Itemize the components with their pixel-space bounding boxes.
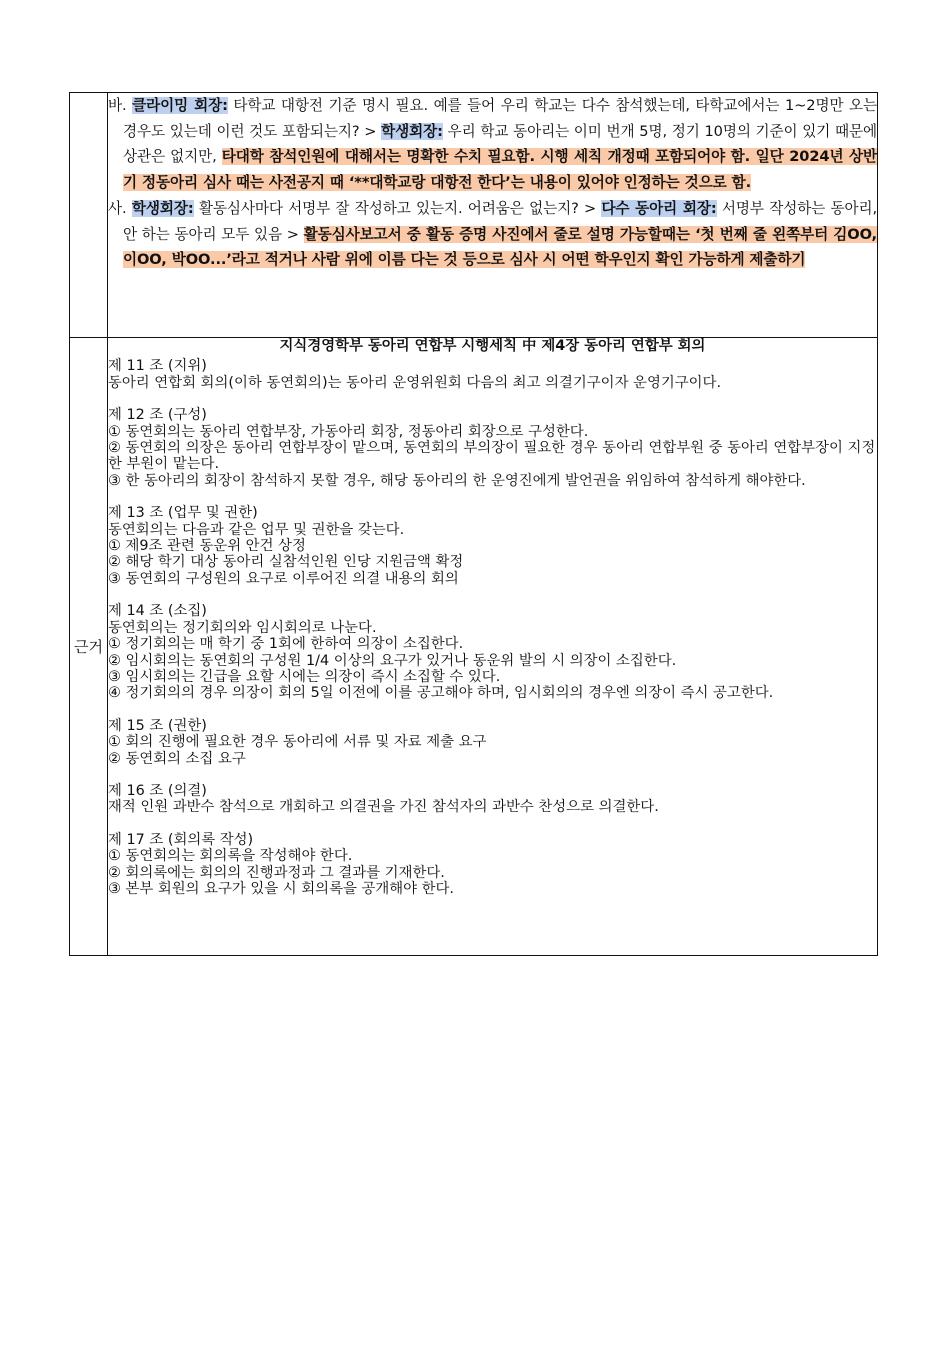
decision-highlight: 타대학 참석인원에 대해서는 명확한 수치 필요함. 시행 세칙 개정때 포함되어야 함. 일단 2024년 상반기 정동아리 심사 때는 사전공지 때 ‘**대학교랑 대항전 한다’는 내용이 있어야 인정하는 것으로 함. <box>123 148 877 192</box>
article-15 <box>108 718 877 767</box>
article-line: ③ 본부 회원의 요구가 있을 시 회의록을 공개해야 한다. <box>108 880 455 897</box>
speaker-label: 클라이밍 회장: <box>132 97 228 114</box>
article-line: ③ 동연회의 구성원의 요구로 이루어진 의결 내용의 회의 <box>108 570 459 587</box>
article-line: ① 동연회의는 동아리 연합부장, 가동아리 회장, 정동아리 회장으로 구성한다. <box>108 423 589 440</box>
article-line: ① 제9조 관련 동운위 안건 상정 <box>108 538 306 555</box>
item-marker: 바. <box>108 97 127 114</box>
article-line: ① 회의 진행에 필요한 경우 동아리에 서류 및 자료 제출 요구 <box>108 734 487 751</box>
article-line: ② 회의록에는 회의의 진행과정과 그 결과를 기재한다. <box>108 864 445 881</box>
question-text: 타학교 대항전 기준 명시 필요. 예를 들어 우리 학교는 다수 참석했는데, 타학교에서는 1~2명만 오는 경우도 있는데 이런 것도 포함되는지? > <box>123 97 877 140</box>
question-text: 활동심사마다 서명부 잘 작성하고 있는지. 어려움은 없는지? > <box>193 199 602 217</box>
discussion-row <box>70 93 878 338</box>
article-line: ② 해당 학기 대상 동아리 실참석인원 인당 지원금액 확정 <box>108 554 464 571</box>
speaker-label: 학생회장: <box>381 122 443 140</box>
article-line: 동연회의는 다음과 같은 업무 및 권한을 갖는다. <box>108 521 405 538</box>
basis-row <box>70 338 878 956</box>
rules-cell <box>108 338 878 956</box>
basis-label: 근거 <box>70 338 108 956</box>
item-marker: 사. <box>108 199 127 217</box>
article-14 <box>108 603 877 701</box>
article-line: 동아리 연합회 회의(이하 동연회의)는 동아리 운영위원회 다음의 최고 의결기구이자 운영기구이다. <box>108 374 722 391</box>
minutes-table <box>69 92 878 956</box>
article-line: 재적 인원 과반수 참석으로 개회하고 의결권을 가진 참석자의 과반수 찬성으로 의결한다. <box>108 799 659 816</box>
article-line: ③ 임시회의는 긴급을 요할 시에는 의장이 즉시 소집할 수 있다. <box>108 668 501 685</box>
article-line: ② 동연회의 의장은 동아리 연합부장이 맡으며, 동연회의 부의장이 필요한 경우 동아리 연합부원 중 동아리 연합부장이 지정한 부원이 맡는다. <box>108 440 876 473</box>
article-heading: 제 17 조 (회의록 작성) <box>108 831 254 848</box>
decision-highlight: 활동심사보고서 중 활동 증명 사진에서 줄로 설명 가능할때는 ‘첫 번째 줄 왼쪽부터 김OO, 이OO, 박OO...’라고 적거나 사람 위에 이름 다는 것 등으로 심사 시 어떤 학우인지 확인 가능하게 제출하기 <box>123 225 877 269</box>
article-line: ④ 정기회의의 경우 의장이 회의 5일 이전에 이를 공고해야 하며, 임시회의의 경우엔 의장이 즉시 공고한다. <box>108 685 774 702</box>
answer-text: 우리 학교 동아리는 이미 번개 5명, 정기 10명의 기준이 있기 때문에 상관은 없지만, <box>123 122 877 166</box>
article-line: 동연회의는 정기회의와 임시회의로 나눈다. <box>108 619 377 636</box>
article-heading: 제 15 조 (권한) <box>108 717 207 734</box>
article-12 <box>108 407 877 489</box>
article-16 <box>108 783 877 816</box>
article-line: ③ 한 동아리의 회장이 참석하지 못할 경우, 해당 동아리의 한 운영진에게 발언권을 위임하여 참석하게 해야한다. <box>108 472 806 489</box>
speaker-label: 다수 동아리 회장: <box>601 199 717 217</box>
article-line: ② 임시회의는 동연회의 구성원 1/4 이상의 요구가 있거나 동운위 발의 시 의장이 소집한다. <box>108 652 677 669</box>
article-heading: 제 14 조 (소집) <box>108 603 207 620</box>
article-heading: 제 16 조 (의결) <box>108 782 207 799</box>
answer-text: 서명부 작성하는 동아리, 안 하는 동아리 모두 있음 > <box>123 199 878 243</box>
discussion-label-cell <box>70 93 108 338</box>
speaker-label: 학생회장: <box>131 199 194 217</box>
article-heading: 제 12 조 (구성) <box>108 407 207 424</box>
article-line: ① 정기회의는 매 학기 중 1회에 한하여 의장이 소집한다. <box>108 636 464 653</box>
article-heading: 제 13 조 (업무 및 권한) <box>108 505 258 522</box>
article-heading: 제 11 조 (지위) <box>108 358 207 375</box>
discussion-cell <box>108 93 878 338</box>
discussion-item-ba <box>108 93 877 196</box>
article-line: ① 동연회의는 회의록을 작성해야 한다. <box>108 848 353 865</box>
article-11 <box>108 358 877 391</box>
article-line: ② 동연회의 소집 요구 <box>108 750 246 767</box>
article-13 <box>108 505 877 587</box>
rules-title: 지식경영학부 동아리 연합부 시행세칙 中 제4장 동아리 연합부 회의 <box>279 338 706 354</box>
article-17 <box>108 832 877 898</box>
discussion-item-sa <box>108 196 877 273</box>
